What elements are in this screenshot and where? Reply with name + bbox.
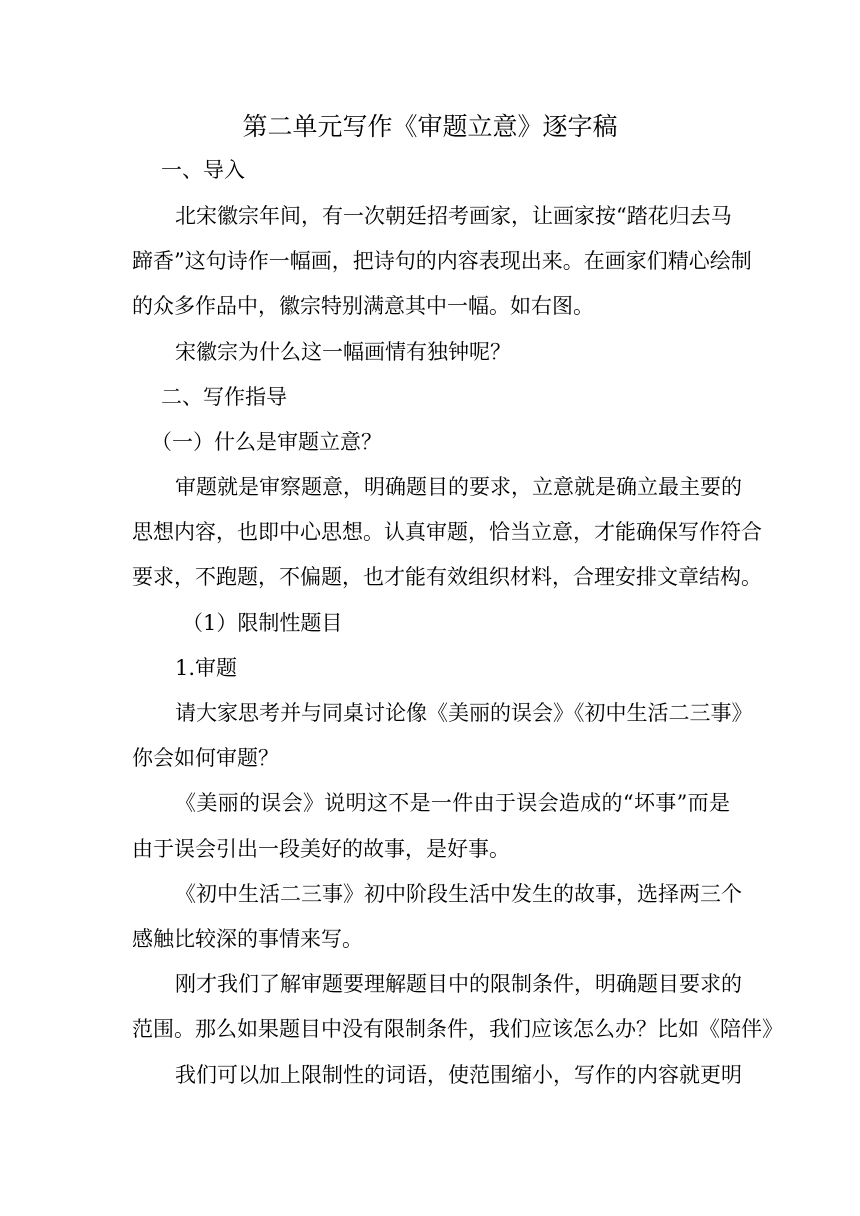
subheading-restricted: （1）限制性题目 xyxy=(182,611,343,635)
paragraph-line: 审题就是审察题意，明确题目的要求，立意就是确立最主要的 xyxy=(175,475,742,499)
paragraph-line: 《美丽的误会》说明这不是一件由于误会造成的“坏事”而是 xyxy=(175,791,730,815)
subheading-what-is: （一）什么是审题立意？ xyxy=(151,430,382,454)
paragraph-line: 的众多作品中，徽宗特别满意其中一幅。如右图。 xyxy=(132,294,594,318)
subheading-shenti: 1.审题 xyxy=(175,656,238,680)
paragraph-line: 北宋徽宗年间，有一次朝廷招考画家，让画家按“踏花归去马 xyxy=(175,204,732,228)
paragraph-line: 请大家思考并与同桌讨论像《美丽的误会》《初中生活二三事》 xyxy=(175,701,753,725)
paragraph-line: 范围。那么如果题目中没有限制条件，我们应该怎么办？比如《陪伴》 xyxy=(132,1017,783,1041)
paragraph-line: 思想内容，也即中心思想。认真审题，恰当立意，才能确保写作符合 xyxy=(132,520,762,544)
paragraph-line: 要求，不跑题，不偏题，也才能有效组织材料，合理安排文章结构。 xyxy=(132,565,762,589)
paragraph-line: 刚才我们了解审题要理解题目中的限制条件，明确题目要求的 xyxy=(175,972,742,996)
document-title: 第二单元写作《审题立意》逐字稿 xyxy=(242,112,618,141)
section-heading-intro: 一、导入 xyxy=(161,158,245,182)
paragraph-line: 由于误会引出一段美好的故事，是好事。 xyxy=(132,837,510,861)
paragraph-line: 蹄香”这句诗作一幅画，把诗句的内容表现出来。在画家们精心绘制 xyxy=(132,249,752,273)
paragraph-line: 宋徽宗为什么这一幅画情有独钟呢？ xyxy=(175,340,511,364)
section-heading-guidance: 二、写作指导 xyxy=(161,385,287,409)
paragraph-line: 感触比较深的事情来写。 xyxy=(132,927,363,951)
paragraph-line: 你会如何审题？ xyxy=(132,746,279,770)
paragraph-line: 《初中生活二三事》初中阶段生活中发生的故事，选择两三个 xyxy=(175,882,742,906)
paragraph-line: 我们可以加上限制性的词语，使范围缩小，写作的内容就更明 xyxy=(175,1063,742,1087)
